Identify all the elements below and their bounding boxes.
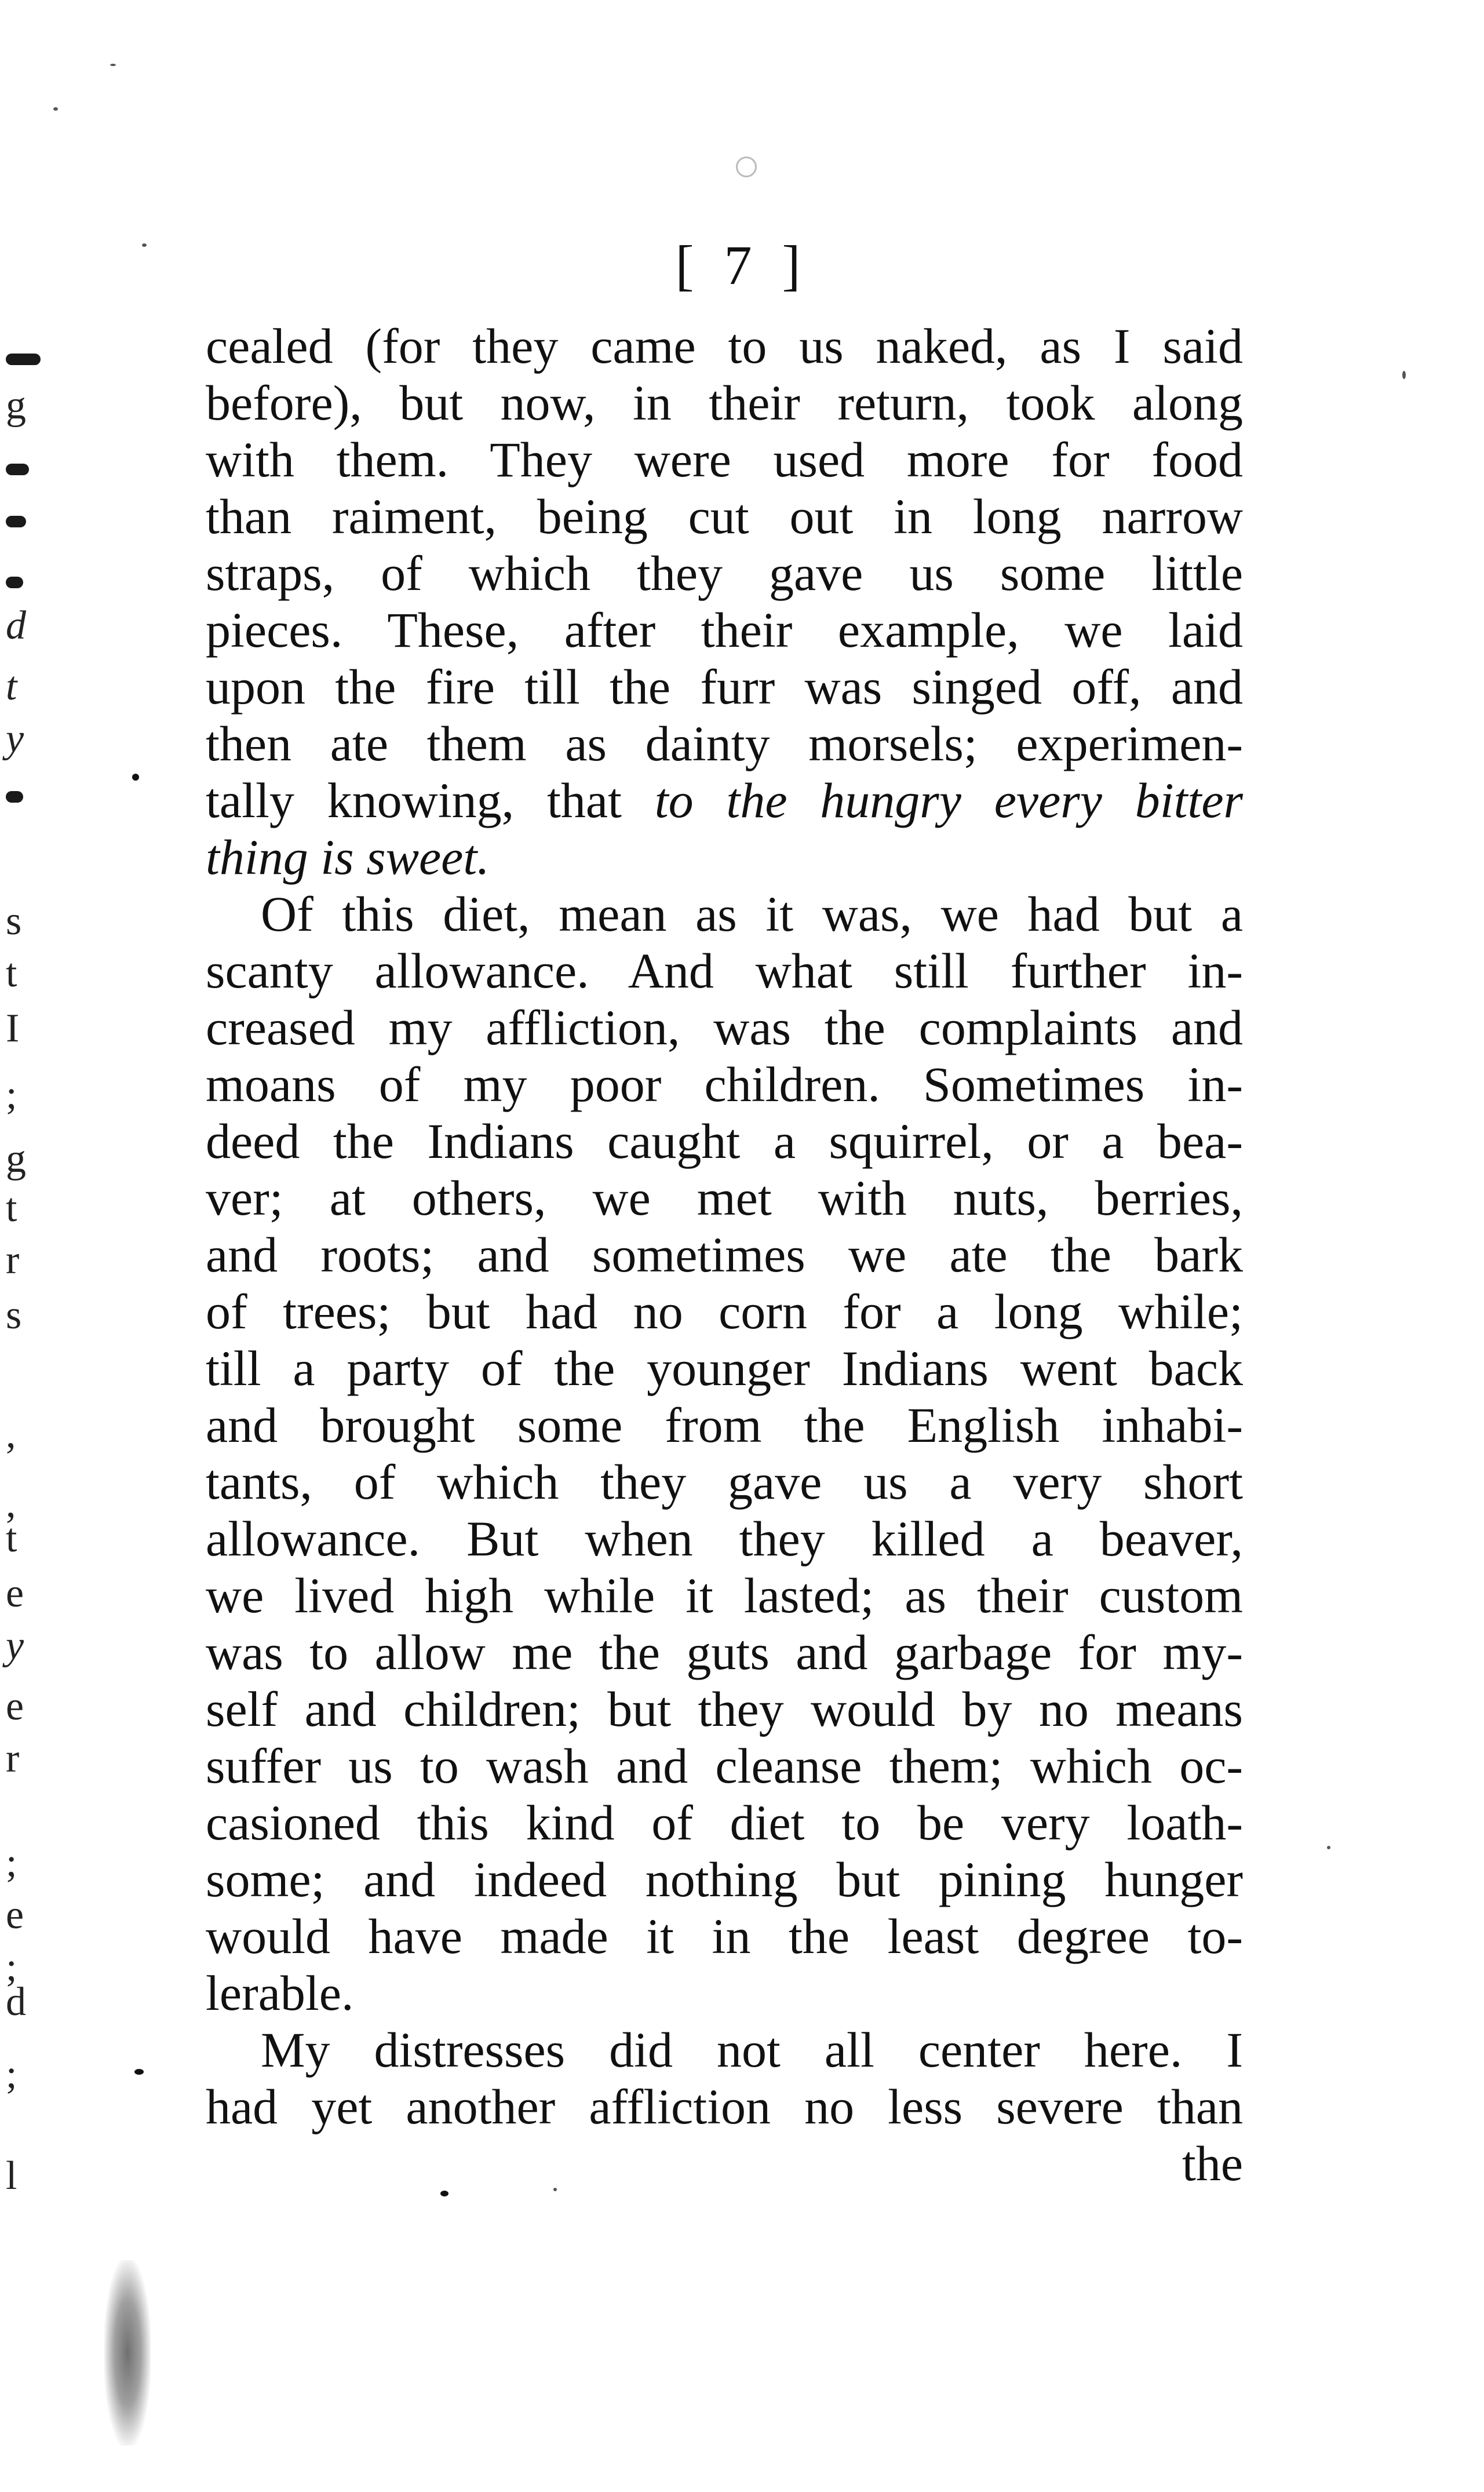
text-line: moans of my poor children. Sometimes in-	[206, 1056, 1243, 1112]
text-line: than raiment, being cut out in long narrow	[206, 489, 1243, 544]
gutter-glyph: y	[6, 1623, 24, 1668]
text-line: upon the fire till the furr was singed off, and	[206, 659, 1243, 715]
gutter-glyph: t	[6, 951, 17, 996]
text-line: pieces. These, after their example, we laid	[206, 602, 1243, 658]
gutter-glyph: ,	[6, 1481, 16, 1526]
gutter-glyph: e	[6, 1893, 24, 1937]
text-segment: tally knowing, that	[206, 773, 622, 828]
body-text	[206, 318, 1243, 2192]
text-line: deed the Indians caught a squirrel, or a bea-	[206, 1113, 1243, 1169]
page-number: [ 7 ]	[675, 234, 809, 296]
print-speck	[110, 64, 116, 66]
gutter-glyph: s	[6, 899, 22, 943]
text-line: suffer us to wash and cleanse them; which oc-	[206, 1738, 1243, 1794]
gutter-glyph: l	[6, 2154, 17, 2198]
gutter-mark	[6, 354, 41, 365]
print-speck	[53, 107, 58, 111]
text-line: self and children; but they would by no means	[206, 1681, 1243, 1737]
gutter-glyph: ;	[6, 1945, 17, 1990]
gutter-glyph: ,	[6, 1412, 16, 1456]
print-speck	[736, 156, 757, 177]
adjacent-page-gutter	[0, 0, 58, 2492]
text-line: would have made it in the least degree to-	[206, 1908, 1243, 1964]
gutter-glyph: s	[6, 1293, 22, 1338]
binding-shadow	[104, 2260, 151, 2446]
paragraph-start-line: My distresses did not all center here. I	[261, 2022, 1243, 2078]
gutter-glyph: r	[6, 1238, 20, 1283]
text-line: till a party of the younger Indians went back	[206, 1340, 1243, 1396]
print-speck	[134, 2069, 144, 2075]
gutter-glyph: ;	[6, 1073, 17, 1117]
gutter-glyph: ;	[6, 2052, 17, 2097]
text-line: of trees; but had no corn for a long while;	[206, 1284, 1243, 1339]
gutter-glyph: g	[6, 1136, 26, 1181]
print-speck	[132, 774, 139, 781]
italic-quotation: to the hungry every bitter	[654, 773, 1244, 828]
text-line: casioned this kind of diet to be very loath-	[206, 1795, 1243, 1850]
text-line: some; and indeed nothing but pining hunger	[206, 1852, 1243, 1907]
print-speck	[1327, 1846, 1330, 1849]
gutter-glyph: r	[6, 1736, 20, 1781]
gutter-mark	[6, 791, 23, 803]
gutter-glyph: t	[6, 1186, 17, 1230]
text-line: creased my affliction, was the complaints and	[206, 1000, 1243, 1055]
text-line: cealed (for they came to us naked, as I said	[206, 318, 1243, 374]
gutter-mark	[6, 464, 29, 475]
text-line: straps, of which they gave us some little	[206, 545, 1243, 601]
text-line-mixed	[206, 772, 1243, 829]
catchword: the	[1182, 2136, 1243, 2191]
gutter-glyph: t	[6, 664, 17, 709]
text-line: was to allow me the guts and garbage for my-	[206, 1624, 1243, 1680]
gutter-mark	[6, 516, 26, 527]
gutter-glyph: e	[6, 1571, 24, 1616]
gutter-glyph: d	[6, 1980, 26, 2024]
text-line: scanty allowance. And what still further in-	[206, 943, 1243, 999]
text-line: and roots; and sometimes we ate the bark	[206, 1227, 1243, 1283]
text-line: with them. They were used more for food	[206, 432, 1243, 487]
gutter-glyph: ;	[6, 1841, 17, 1885]
print-speck	[1402, 371, 1406, 379]
text-line: allowance. But when they killed a beaver,	[206, 1511, 1243, 1566]
gutter-glyph: y	[6, 716, 24, 761]
gutter-mark	[6, 577, 23, 588]
text-line: tants, of which they gave us a very short	[206, 1454, 1243, 1510]
gutter-glyph: e	[6, 1684, 24, 1729]
text-line: then ate them as dainty morsels; experimen-	[206, 716, 1243, 771]
text-line: before), but now, in their return, took along	[206, 375, 1243, 431]
text-line: ver; at others, we met with nuts, berries,	[206, 1170, 1243, 1226]
text-line: and brought some from the English inhabi-	[206, 1397, 1243, 1453]
gutter-glyph: d	[6, 603, 26, 648]
italic-quotation-end: thing is sweet.	[206, 829, 490, 885]
paragraph-start-line: Of this diet, mean as it was, we had but a	[261, 886, 1243, 942]
paragraph-end-line: lerable.	[206, 1965, 354, 2021]
gutter-glyph: I	[6, 1006, 20, 1051]
gutter-glyph: g	[6, 383, 26, 428]
text-line: had yet another affliction no less severe than	[206, 2079, 1243, 2134]
text-line: we lived high while it lasted; as their custom	[206, 1568, 1243, 1623]
gutter-glyph: t	[6, 1516, 17, 1561]
